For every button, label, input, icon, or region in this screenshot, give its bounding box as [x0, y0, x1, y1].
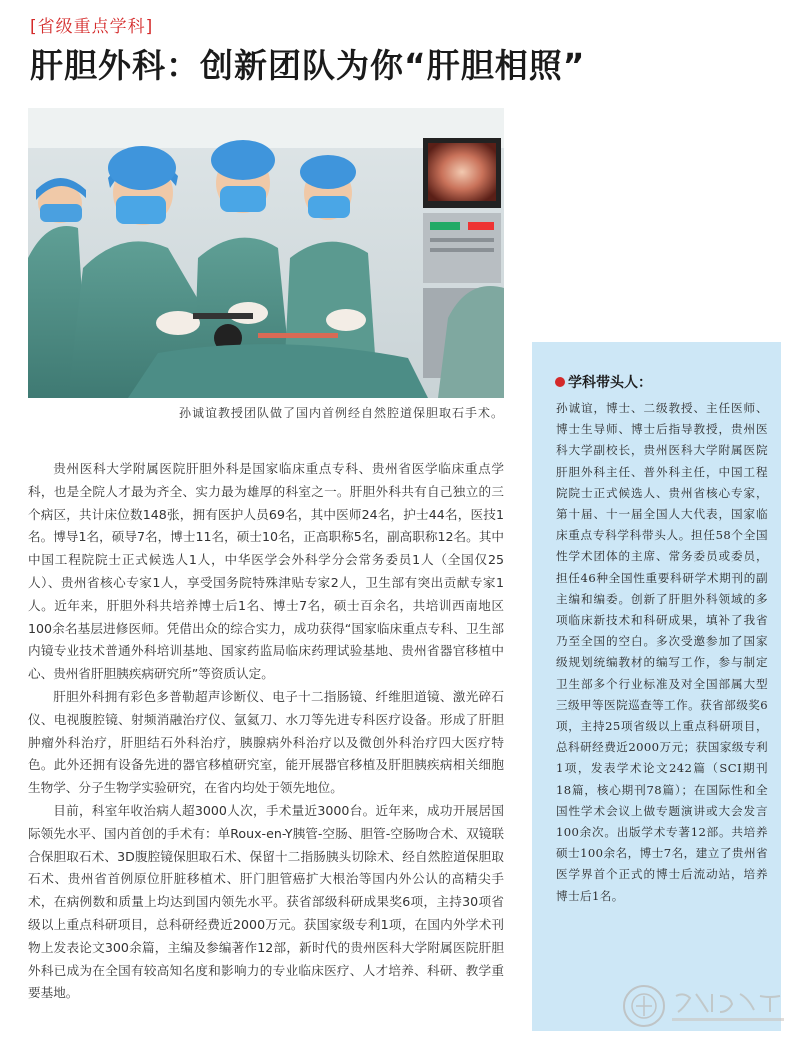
article-body — [28, 458, 504, 1005]
section-tag: [省级重点学科] — [30, 17, 154, 37]
sidebar-bio: 孙诚谊，博士、二级教授、主任医师、博士生导师、博士后指导教授，贵州医科大学副校长，贵州医科大学附属医院肝胆外科主任、普外科主任，中国工程院院士正式候选人、贵州省核心专家，第十届、十一届全国人大代表，国家临床重点专科学科带头人。担任58个全国性学术团体的主席、常务委员或委员，担任46种全国性重要科研学术期刊的副主编和编委。创新了肝胆外科领域的多项临床新技术和科研成果，填补了我省乃至全国的空白。多次受邀参加了国家级规划统编教材的编写工作，参与制定卫生部多个行业标准及对全国部属大型三级甲等医院巡查等工作。获省部级奖6项，主持25项省级以上重点科研项目，总科研经费近2000万元；获国家级专利1项，发表学术论文242篇（SCI期刊18篇，核心期刊78篇）；在国际性和全国性学术会议上做专题演讲或大会发言100余次。出版学术专著12部。共培养硕士100余名，博士7名，建立了贵州省医学界首个正式的博士后流动站，培养博士后1名。 — [556, 401, 768, 903]
sidebar-heading — [555, 372, 652, 392]
page-title: 肝胆外科：创新团队为你“肝胆相照” — [30, 46, 586, 85]
article-paragraph: 贵州医科大学附属医院肝胆外科是国家临床重点专科、贵州省医学临床重点学科，也是全院人才最为齐全、实力最为雄厚的科室之一。肝胆外科共有自己独立的三个病区，共计床位数148张，拥有医护人员69名，其中医师24名，护士44名，医技1名。博导1名，硕导7名，博士11名，硕士10名，正高职称5名，副高职称12名。其中中国工程院院士正式候选人1人，中华医学会外科学分会常务委员1人（全国仅25人）、贵州省核心专家1人，享受国务院特殊津贴专家2人，卫生部有突出贡献专家1人。近年来，肝胆外科共培养博士后1名、博士7名，硕士百余名，共培训西南地区100余名基层进修医师。凭借出众的综合实力，成功获得“国家临床重点专科、卫生部内镜专业技术普通外科培训基地、国家药监局临床药理试验基地、贵州省器官移植中心、贵州省肝胆胰疾病研究所”等资质认定。 — [28, 461, 504, 682]
university-watermark-logo — [620, 980, 790, 1032]
photo-caption: 孙诚谊教授团队做了国内首例经自然腔道保胆取石手术。 — [178, 406, 504, 420]
bullet-dot-icon — [555, 377, 565, 387]
article-paragraph: 目前，科室年收治病人超3000人次，手术量近3000台。近年来，成功开展居国际领先水平、国内首创的手术有：单Roux-en-Y胰管-空肠、胆管-空肠吻合术、双镜联合保胆取石术、3D腹腔镜保胆取石术、保留十二指肠胰头切除术、经自然腔道保胆取石术、贵州省首例原位肝脏移植术、肝门胆管癌扩大根治等国内外公认的高精尖手术，在病例数和质量上均达到国内领先水平。获省部级科研成果奖6项，主持30项省级以上重点科研项目，总科研经费近2000万元。获国家级专利1项，在国内外学术刊物上发表论文300余篇，主编及参编著作12部，新时代的贵州医科大学附属医院肝胆外科已成为在全国有较高知名度和影响力的专业临床医疗、人才培养、科研、教学重要基地。 — [28, 802, 504, 1001]
article-paragraph: 肝胆外科拥有彩色多普勒超声诊断仪、电子十二指肠镜、纤维胆道镜、激光碎石仪、电视腹腔镜、射频消融治疗仪、氩氦刀、水刀等先进专科医疗设备。形成了肝胆肿瘤外科治疗，肝胆结石外科治疗，胰腺病外科治疗以及微创外科治疗四大医疗特色。此外还拥有设备先进的器官移植研究室，能开展器官移植及肝胆胰疾病相关细胞生物学、分子生物学实验研究，在省内均处于领先地位。 — [28, 688, 504, 796]
sidebar-heading-text: 学科带头人： — [568, 375, 652, 391]
surgery-photo — [28, 108, 504, 398]
